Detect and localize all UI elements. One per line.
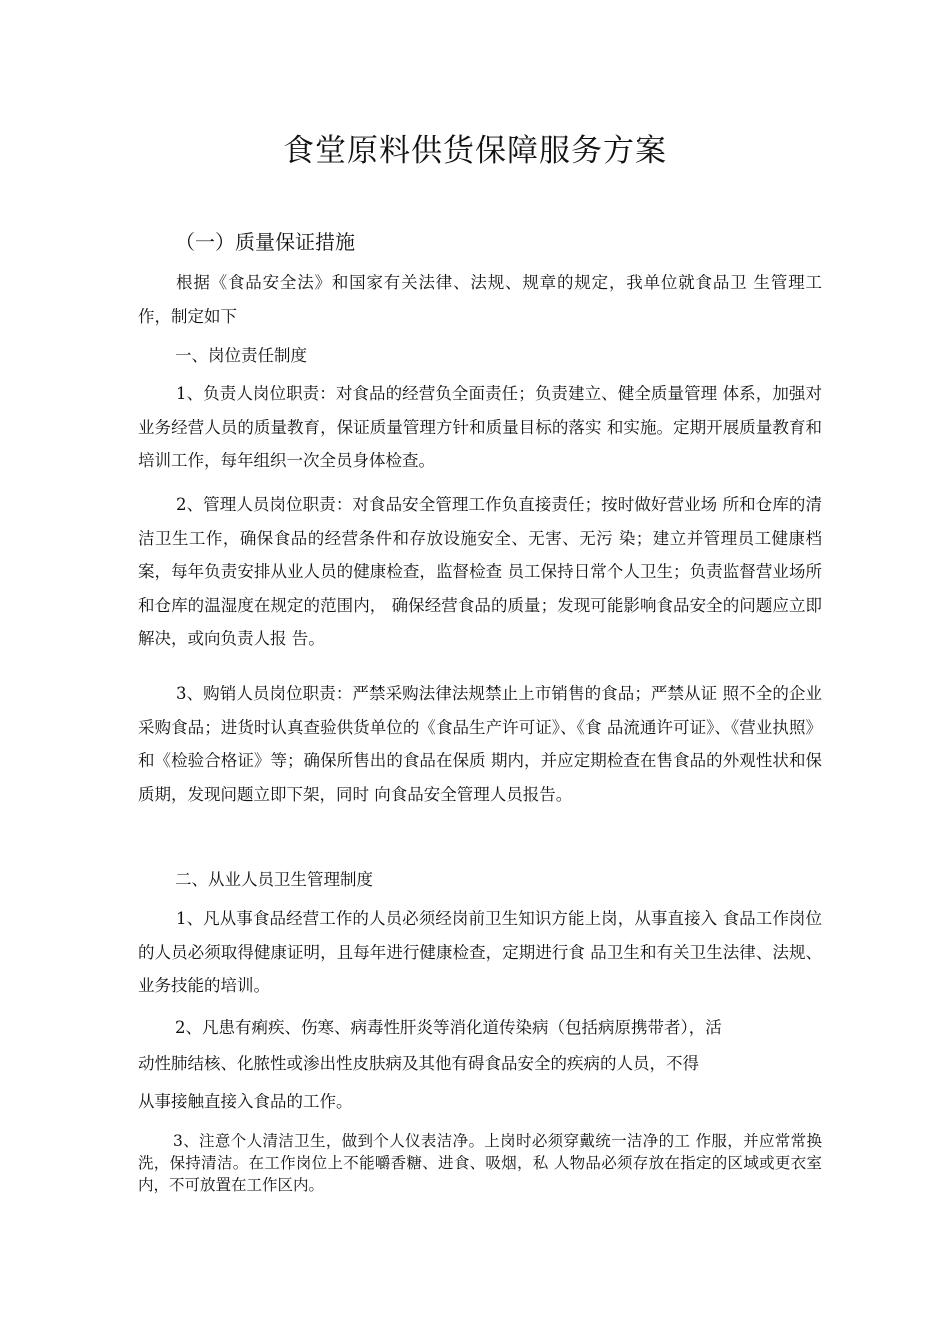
- part2-heading: 二、从业人员卫生管理制度: [175, 870, 373, 889]
- part2-item-2-line-2: 动性肺结核、化脓性或渗出性皮肤病及其他有碍食品安全的疾病的人员，不得: [138, 1054, 699, 1073]
- part1-item-3: 3、购销人员岗位职责：严禁采购法律法规禁止上市销售的食品；严禁从证 照不全的企业采购食品；进货时认真查验供货单位的《食品生产许可证》、《食 品流通许可证》、《营业执照》和《检验合格证》等；确保所售出的食品在保质 期内，并应定期检查在售食品的外观性状和保质期，发现问题立即下架，同时 向食品安全管理人员报告。: [138, 684, 822, 804]
- part2-item-1: 1、凡从事食品经营工作的人员必须经岗前卫生知识方能上岗，从事直接入 食品工作岗位的人员必须取得健康证明，且每年进行健康检查，定期进行食 品卫生和有关卫生法律、法规、业务技能的培训。: [138, 909, 822, 995]
- part2-item-2-line-3: 从事接触直接入食品的工作。: [138, 1092, 353, 1111]
- part2-item-3: 3、注意个人清洁卫生，做到个人仪表洁净。上岗时必须穿戴统一洁净的工 作服，并应常常换洗，保持清洁。在工作岗位上不能嚼香糖、进食、吸烟，私 人物品必须存放在指定的区域或更衣室内，不可放置在工作区内。: [138, 1132, 822, 1194]
- document-title: 食堂原料供货保障服务方案: [283, 133, 667, 169]
- part1-item-2: 2、管理人员岗位职责：对食品安全管理工作负直接责任；按时做好营业场 所和仓库的清洁卫生工作，确保食品的经营条件和存放设施安全、无害、无污 染；建立并管理员工健康档案，每年负责安排从业人员的健康检查，监督检查 员工保持日常个人卫生；负责监督营业场所和仓库的温湿度在规定的范围内， 确保经营食品的质量；发现可能影响食品安全的问题应立即解决，或向负责人报 告。: [138, 495, 822, 648]
- part1-heading: 一、岗位责任制度: [175, 346, 307, 365]
- part2-item-2-line-1: 2、凡患有痢疾、伤寒、病毒性肝炎等消化道传染病（包括病原携带者），活: [175, 1018, 722, 1037]
- part1-item-1: 1、负责人岗位职责：对食品的经营负全面责任；负责建立、健全质量管理 体系，加强对业务经营人员的质量教育，保证质量管理方针和质量目标的落实 和实施。定期开展质量教育和培训工作，每年组织一次全员身体检查。: [138, 384, 822, 470]
- intro-paragraph: 根据《食品安全法》和国家有关法律、法规、规章的规定，我单位就食品卫 生管理工作，制定如下: [138, 273, 822, 326]
- section-heading: （一）质量保证措施: [175, 230, 355, 254]
